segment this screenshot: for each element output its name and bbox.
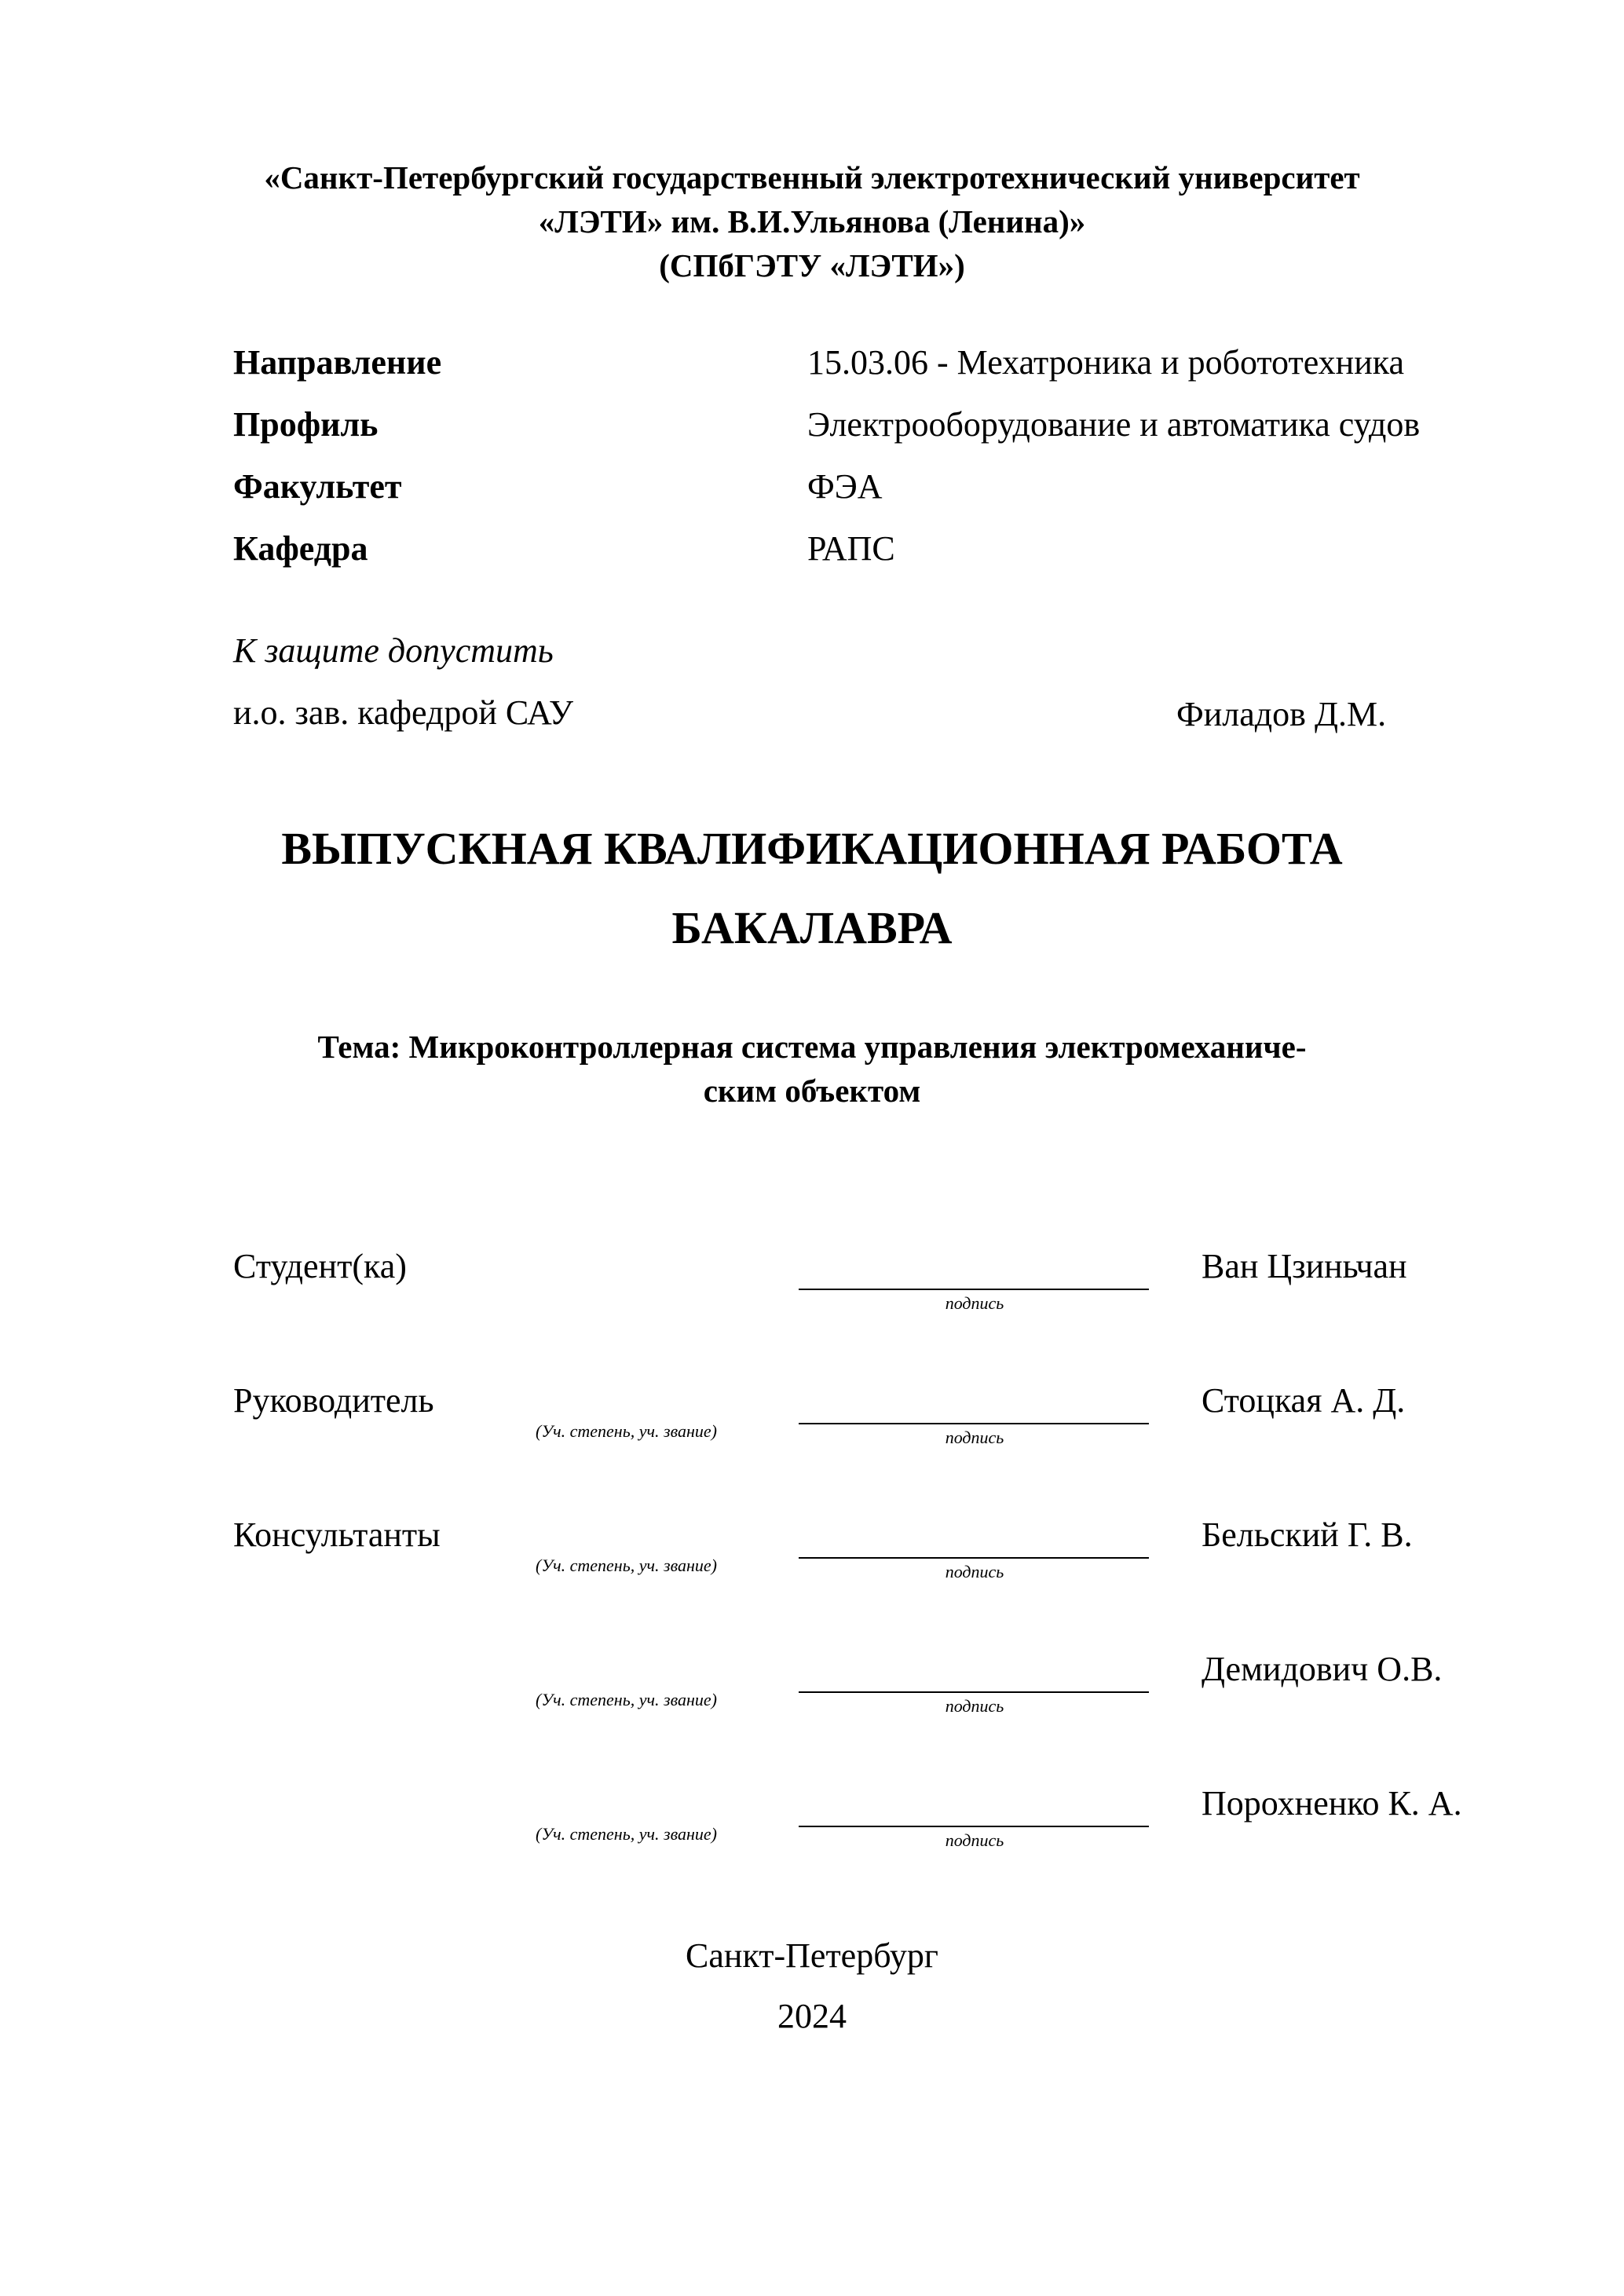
work-title-line2: БАКАЛАВРА [671,902,953,953]
role-consultants: Консультанты [233,1515,441,1554]
university-abbreviation: (СПбГЭТУ «ЛЭТИ») [659,247,965,283]
role-supervisor: Руководитель [233,1381,434,1420]
info-value-direction: 15.03.06 - Мехатроника и робототехника [807,343,1404,382]
signature-caption: подпись [945,1562,1004,1581]
signature-line [799,1691,1149,1693]
info-value-profile: Электрооборудование и автоматика судов [807,405,1421,444]
info-label-direction: Направление [233,343,442,382]
approval-name: Филадов Д.М. [1176,695,1387,733]
name-consultant-1: Бельский Г. В. [1202,1515,1413,1554]
approval-position: и.о. зав. кафедрой САУ [233,693,574,732]
name-consultant-3: Порохненко К. А. [1202,1784,1462,1823]
info-label-faculty: Факультет [233,467,402,506]
name-supervisor: Стоцкая А. Д. [1202,1381,1406,1420]
theme-line1: Тема: Микроконтроллерная система управления электромеханиче- [317,1029,1307,1065]
footer-city: Санкт-Петербург [686,1936,938,1975]
degree-caption: (Уч. степень, уч. звание) [536,1690,717,1709]
signature-caption: подпись [945,1830,1004,1850]
work-title-line1: ВЫПУСКНАЯ КВАЛИФИКАЦИОННАЯ РАБОТА [281,823,1343,874]
footer-year: 2024 [777,1997,847,2035]
info-value-department: РАПС [807,529,895,568]
signature-line [799,1557,1149,1559]
approval-heading: К защите допустить [233,631,554,670]
theme-line2: ским объектом [703,1073,921,1109]
degree-caption: (Уч. степень, уч. звание) [536,1824,717,1844]
signature-caption: подпись [945,1428,1004,1447]
signature-caption: подпись [945,1696,1004,1716]
info-value-faculty: ФЭА [807,467,883,506]
degree-caption: (Уч. степень, уч. звание) [536,1556,717,1575]
degree-caption: (Уч. степень, уч. звание) [536,1421,717,1441]
role-student: Студент(ка) [233,1247,407,1285]
signature-line [799,1423,1149,1424]
signature-line [799,1826,1149,1827]
signature-line [799,1289,1149,1290]
signature-caption: подпись [945,1293,1004,1313]
university-name-line2: «ЛЭТИ» им. В.И.Ульянова (Ленина)» [538,203,1086,239]
info-label-profile: Профиль [233,405,379,444]
name-student: Ван Цзиньчан [1202,1247,1407,1285]
name-consultant-2: Демидович О.В. [1202,1650,1443,1688]
info-label-department: Кафедра [233,529,368,568]
university-name-line1: «Санкт-Петербургский государственный электротехнический университет [264,159,1360,196]
